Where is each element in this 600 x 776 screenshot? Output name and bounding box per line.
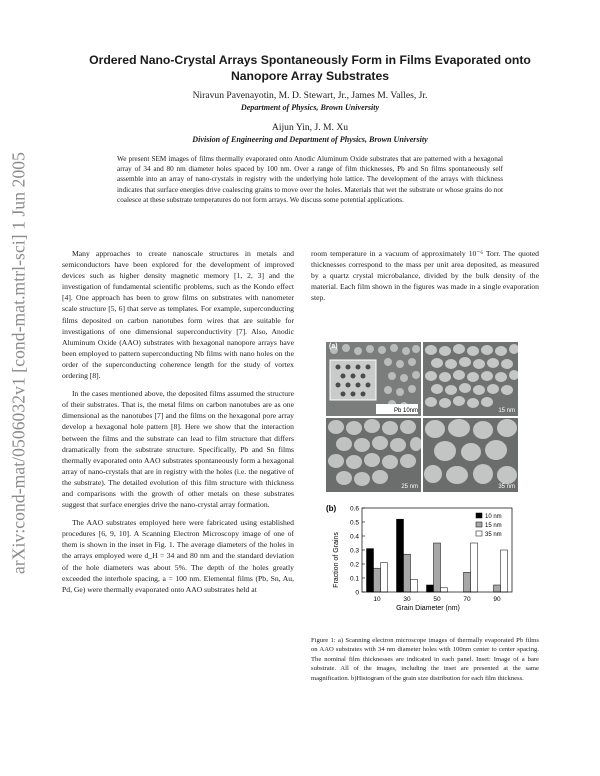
sem-panel-25nm	[326, 418, 421, 492]
x-tick-label: 50	[433, 596, 441, 603]
y-axis-label: Fraction of Grains	[333, 532, 340, 588]
panel-label: 15 nm	[498, 408, 515, 414]
y-tick-label: 0.6	[349, 505, 359, 513]
x-tick-label: 30	[403, 596, 411, 603]
title-line-2: Nanopore Array Substrates	[230, 69, 390, 83]
paragraph: The AAO substrates employed here were fabricated using established procedures [6, 9, 10]. A Scanning Electron Microscopy image of one of them is shown in the inset in Fig. 1. The average diameters of the holes in the arrays employed were d_H = 34 and 80 nm and the standard deviation of the hole diameters was about 5%. The depth of the holes greatly exceeded the interhole spacing, a = 100 nm. Elemental films (Pb, Sn, Au, Pd, Ge) were thermally evaporated onto AAO substrates held at	[62, 518, 294, 594]
affiliation-1: Department of Physics, Brown University	[240, 103, 380, 112]
sem-texture	[326, 342, 421, 416]
x-axis-label: Grain Diameter (nm)	[396, 605, 460, 612]
figure-caption: Figure 1: a) Scanning electron microscope images of thermally evaporated Pb films on AAO substrates with 34 nm diameter holes with 100nm center to center spacing. The nominal film thicknesses are indicated in each panel. Inset: Image of a bare substrate. All of the images, including the inset are presented at the same magnification. b)Histogram of the grain size distribution for each film thickness.	[311, 637, 539, 682]
panel-b-tag: (b)	[326, 504, 337, 513]
panel-label: 35 nm	[498, 484, 515, 490]
panel-label: Pb 10nm	[393, 408, 418, 414]
author-list-2: Aijun Yin, J. M. Xu	[271, 122, 349, 133]
sem-panel-35nm	[423, 418, 518, 492]
x-tick-label: 10	[373, 596, 381, 603]
legend-label: 10 nm	[485, 513, 502, 520]
y-tick-label: 0.2	[349, 561, 359, 569]
panel-a-tag: (a)	[329, 343, 338, 350]
histogram-bar	[367, 549, 374, 592]
y-tick-label: 0.1	[349, 575, 359, 583]
x-tick-label: 70	[463, 596, 471, 603]
legend-swatch	[476, 522, 482, 527]
sem-figure	[326, 342, 518, 492]
sem-texture	[423, 418, 518, 492]
histogram-bar	[374, 568, 381, 592]
paper-title	[60, 52, 560, 84]
sem-panel-15nm	[423, 342, 518, 416]
paragraph: Many approaches to create nanoscale structures in metals and semiconductors have been explored for the development of improved devices such as higher density magnetic memory [1, 2, 3] and the investigation of fundamental scientific problems, such as the Kondo effect [4]. One approach has been to grow films on substrates with nanometer scale structure [5, 6] that serve as templates. For example, superconducting films deposited on carbon nanotubes form wires that are suitable for investigations of one dimensional superconductivity [7]. Also, Anodic Aluminum Oxide (AAO) substrates with hexagonal nanopore arrays have been employed to pattern superconducting Nb films with nano holes on the order of the superconducting coherence length for the study of vortex ordering [8].	[62, 249, 294, 381]
sem-texture	[326, 418, 421, 492]
histogram-bar	[404, 554, 411, 592]
paragraph: In the cases mentioned above, the deposited films assumed the structure of their substrates. That is, the metal films on carbon nanotubes are as one dimensional as the nanotubes [7] and the films on the hexagonal pore array develop a hexagonal hole pattern [8]. Here we show that the interaction between the films and the substrate can lead to film structure that differs dramatically from the substrate structure. Specifically, Pb and Sn films thermally evaporated onto AAO substrates spontaneously form a hexagonal array of nano-crystals that are in registry with the holes (i.e. the negative of the substrate). The detailed evolution of this film structure with thickness and comparisons with the growth of other metals on these substrates suggest that surface energies drive the nano-crystal array formation.	[62, 389, 294, 510]
histogram-bar	[427, 585, 434, 592]
histogram-chart	[324, 502, 524, 612]
histogram-bar	[411, 579, 418, 592]
histogram-bar	[501, 550, 508, 592]
histogram-bar	[464, 572, 471, 592]
abstract: We present SEM images of films thermally evaporated onto Anodic Aluminum Oxide substrates that are patterned with a hexagonal array of 34 and 80 nm diameter holes spaced by 100 nm. Over a range of film thicknesses, Pb and Sn films spontaneously self assemble into an array of nano-crystals in registry with the underlying hole lattice. The development of the arrays with thickness indicates that surface energies drive coalescing grains to move over the holes. Materials that wet the substrate or whose grains do not coalesce at these substrate temperatures do not form arrays. We discuss some potential applications.	[117, 155, 503, 204]
left-column	[62, 248, 294, 595]
legend-label: 15 nm	[485, 522, 502, 529]
histogram-bar	[381, 563, 388, 592]
sem-texture	[423, 342, 518, 416]
histogram-bar	[471, 543, 478, 592]
arxiv-identifier: arXiv:cond-mat/0506032v1 [cond-mat.mtrl-sci] 1 Jun 2005	[8, 151, 29, 575]
title-line-1: Ordered Nano-Crystal Arrays Spontaneously Form in Films Evaporated onto	[89, 53, 531, 67]
legend-swatch	[476, 531, 482, 536]
panel-label: 25 nm	[401, 484, 418, 490]
histogram-bar	[494, 585, 501, 592]
legend-swatch	[476, 513, 482, 518]
histogram-bar	[434, 543, 441, 592]
histogram-bar	[441, 588, 448, 592]
histogram-bar	[397, 519, 404, 592]
affiliation-2: Division of Engineering and Department of Physics, Brown University	[192, 135, 428, 144]
histogram-svg	[324, 502, 524, 612]
paragraph: room temperature in a vacuum of approximately 10⁻⁶ Torr. The quoted thicknesses correspond to the mass per unit area deposited, as measured by a quartz crystal microbalance, divided by the bulk density of the material. Each film shown in the figures was made in a single evaporation step.	[311, 249, 539, 303]
x-tick-label: 90	[493, 596, 501, 603]
y-tick-label: 0.5	[349, 519, 359, 527]
legend-label: 35 nm	[485, 531, 502, 538]
author-list-1: Niravun Pavenayotin, M. D. Stewart, Jr., James M. Valles, Jr.	[192, 90, 428, 101]
sem-panel-10nm	[326, 342, 421, 416]
right-column	[311, 248, 539, 303]
y-tick-label: 0	[355, 589, 359, 597]
y-tick-label: 0.4	[349, 533, 359, 541]
y-tick-label: 0.3	[349, 547, 359, 555]
